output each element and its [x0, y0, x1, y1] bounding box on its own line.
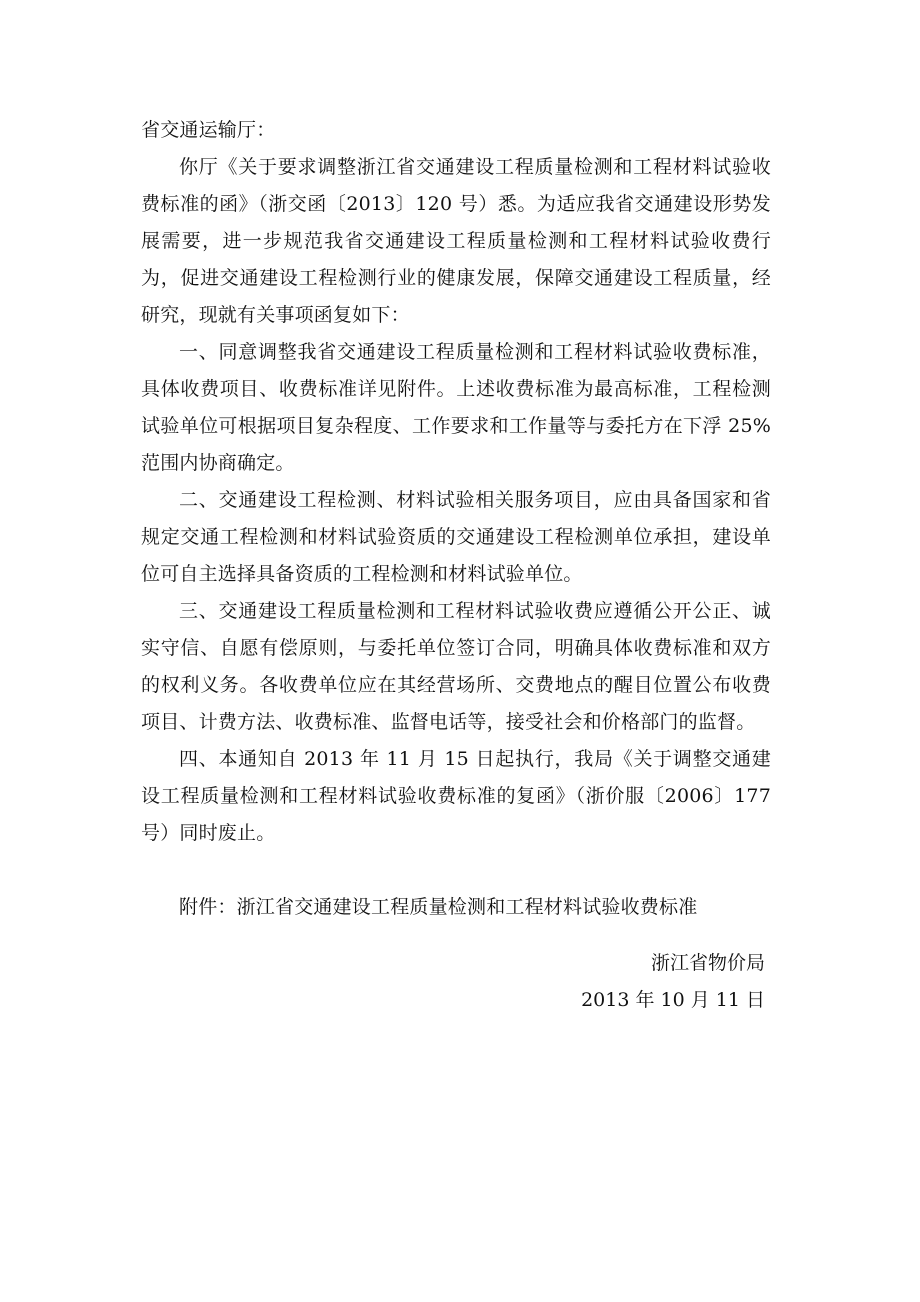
signature-block	[581, 945, 765, 1019]
attachment-note: 附件：浙江省交通建设工程质量检测和工程材料试验收费标准	[179, 896, 698, 918]
issuer-name: 浙江省物价局	[650, 952, 765, 974]
paragraph-intro: 你厅《关于要求调整浙江省交通建设工程质量检测和工程材料试验收费标准的函》（浙交函〔2013〕120 号）悉。为适应我省交通建设形势发展需要，进一步规范我省交通建设工程质量检测和工程材料试验收费行为，促进交通建设工程检测行业的健康发展，保障交通建设工程质量，经研究，现就有关事项函复如下：	[141, 156, 771, 326]
paragraph-item-3: 三、交通建设工程质量检测和工程材料试验收费应遵循公开公正、诚实守信、自愿有偿原则，与委托单位签订合同，明确具体收费标准和双方的权利义务。各收费单位应在其经营场所、交费地点的醒目位置公布收费项目、计费方法、收费标准、监督电话等，接受社会和价格部门的监督。	[141, 600, 771, 733]
salutation: 省交通运输厅：	[141, 119, 276, 141]
paragraph-item-2: 二、交通建设工程检测、材料试验相关服务项目，应由具备国家和省规定交通工程检测和材料试验资质的交通建设工程检测单位承担，建设单位可自主选择具备资质的工程检测和材料试验单位。	[141, 489, 771, 585]
paragraph-item-1: 一、同意调整我省交通建设工程质量检测和工程材料试验收费标准，具体收费项目、收费标准详见附件。上述收费标准为最高标准，工程检测试验单位可根据项目复杂程度、工作要求和工作量等与委托方在下浮 25%范围内协商确定。	[141, 341, 771, 474]
paragraph-item-4: 四、本通知自 2013 年 11 月 15 日起执行，我局《关于调整交通建设工程质量检测和工程材料试验收费标准的复函》（浙价服〔2006〕177 号）同时废止。	[141, 748, 771, 844]
issue-date: 2013 年 10 月 11 日	[581, 989, 765, 1011]
letter-body	[141, 112, 771, 926]
